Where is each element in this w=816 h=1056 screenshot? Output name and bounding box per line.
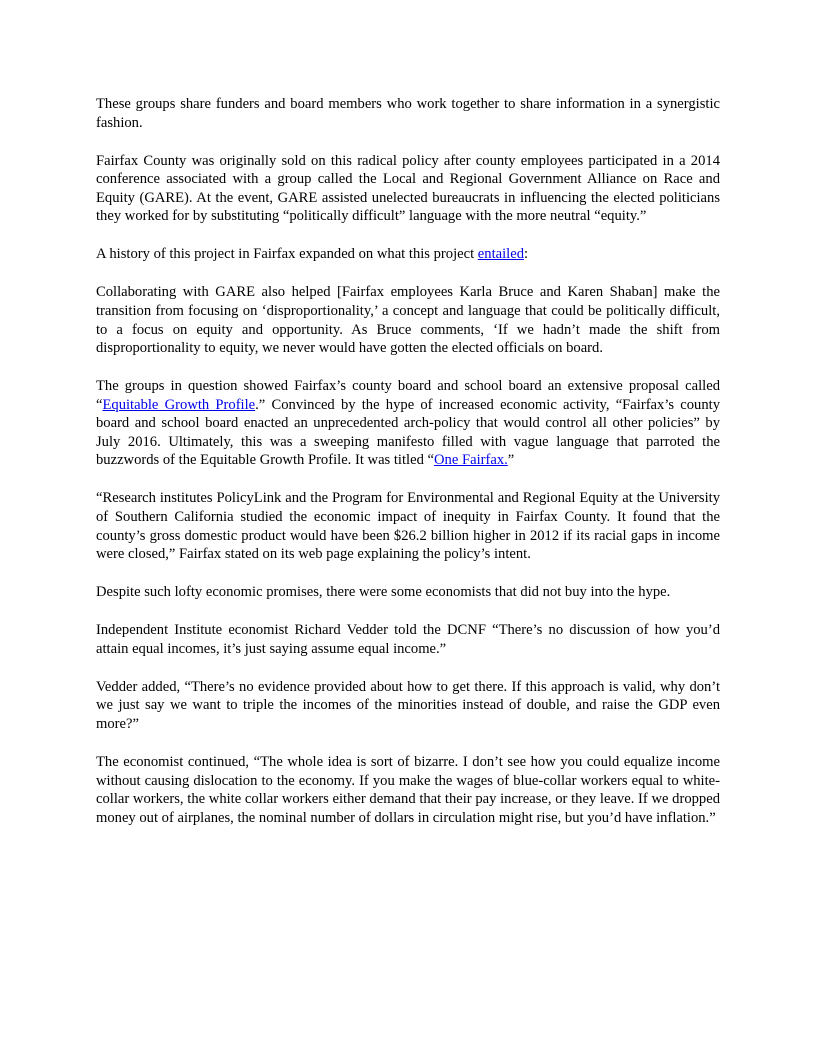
equitable-growth-profile-link[interactable]: Equitable Growth Profile: [102, 396, 256, 413]
paragraph-economist-continued: The economist continued, “The whole idea is sort of bizarre. I don’t see how you could equalize income without causing dislocation to the economy. If you make the wages of blue-collar workers equal to white-collar workers, the white collar workers either demand that their pay increase, or they leave. If we dropped money out of airplanes, the nominal number of dollars in circulation might rise, but you’d have inflation.”: [96, 753, 720, 826]
paragraph-growth-profile-body: .” Convinced by the hype of increased economic activity, “Fairfax’s county board and school board enacted an unprecedented arch-policy that would control all other policies” by July 2016. Ultimately, this was a sweeping manifesto filled with vague language that parroted the buzzwords of the Equitable Growth Profile. It was titled “: [96, 396, 720, 469]
paragraph-funders: These groups share funders and board members who work together to share information in a synergistic fashion.: [96, 96, 720, 131]
paragraph-growth-profile-lead: The groups in question showed Fairfax’s county board and school board an extensive proposal called “: [96, 378, 720, 413]
paragraph-history: [96, 245, 720, 264]
paragraph-history-suffix: :: [524, 246, 529, 263]
paragraph-vedder-told: Independent Institute economist Richard Vedder told the DCNF “There’s no discussion of how you’d attain equal incomes, it’s just saying assume equal income.”: [96, 622, 720, 657]
paragraph-gare-conference: Fairfax County was originally sold on this radical policy after county employees participated in a 2014 conference associated with a group called the Local and Regional Government Alliance on Race and Equity (GARE). At the event, GARE assisted unelected bureaucrats in influencing the elected politicians they worked for by substituting “politically difficult” language with the more neutral “equity.”: [96, 152, 720, 225]
paragraph-collaborating-quote: Collaborating with GARE also helped [Fairfax employees Karla Bruce and Karen Shaban] make the transition from focusing on ‘disproportionality,’ a concept and language that could be politically difficult, to a focus on equity and opportunity. As Bruce comments, ‘If we hadn’t made the shift from disproportionality to equity, we never would have gotten the elected officials on board.: [96, 284, 720, 357]
entailed-link[interactable]: entailed: [477, 246, 524, 263]
paragraph-lofty-promises: Despite such lofty economic promises, there were some economists that did not buy into the hype.: [96, 584, 671, 601]
paragraph-growth-profile-close: ”: [507, 452, 515, 469]
document-page: [96, 95, 720, 847]
one-fairfax-link[interactable]: One Fairfax.: [434, 452, 508, 469]
paragraph-vedder-added: Vedder added, “There’s no evidence provided about how to get there. If this approach is valid, why don’t we just say we want to triple the incomes of the minorities instead of double, and raise the GDP even more?”: [96, 678, 720, 732]
paragraph-growth-profile: [96, 377, 720, 470]
paragraph-history-text: A history of this project in Fairfax expanded on what this project: [96, 246, 478, 263]
paragraph-research-institutes: “Research institutes PolicyLink and the Program for Environmental and Regional Equity at the University of Southern California studied the economic impact of inequity in Fairfax County. It found that the county’s gross domestic product would have been $26.2 billion higher in 2012 if its racial gaps in income were closed,” Fairfax stated on its web page explaining the policy’s intent.: [96, 490, 720, 563]
